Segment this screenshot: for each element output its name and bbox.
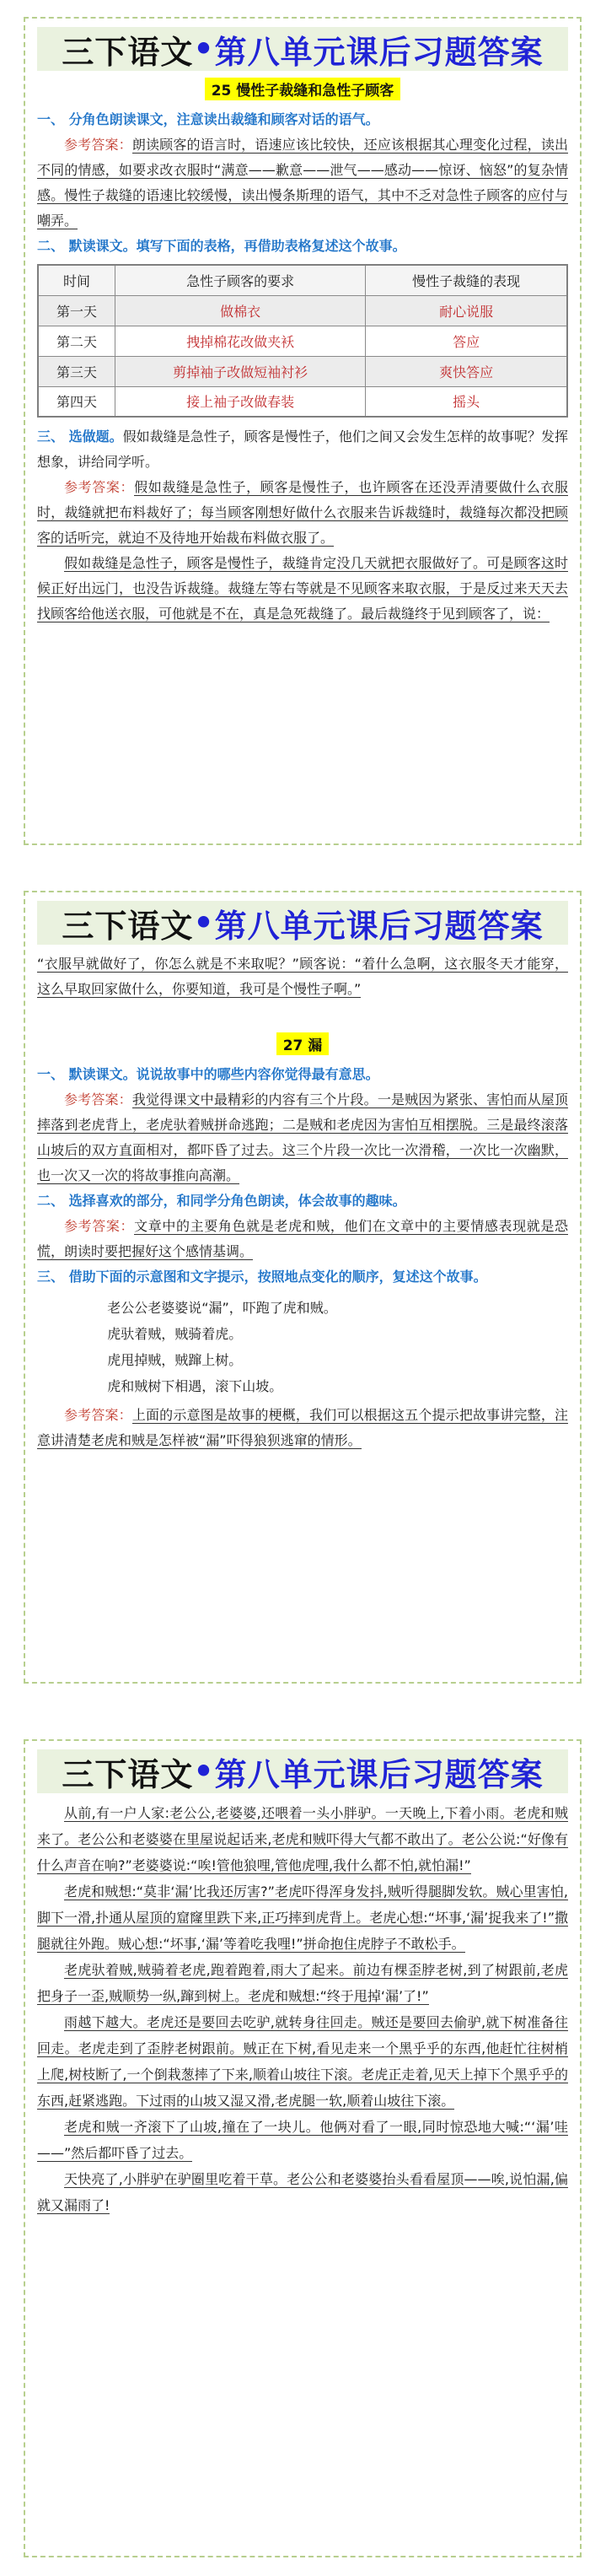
story-outline bbox=[37, 1295, 568, 1399]
paragraph-text: 从前,有一户人家:老公公,老婆婆,还喂着一头小胖驴。一天晚上,下着小雨。老虎和贼来了。老公公和老婆婆在里屋说起话来,老虎和贼吓得大气都不敢出了。老公公说:“好像有什么声音在响?”老婆婆说:“唉!管他狼哩,管他虎哩,我什么都不怕,就怕漏!” bbox=[37, 1805, 568, 1873]
banner-subject: 三下语文 bbox=[62, 1755, 194, 1793]
table-cell-response: 摇头 bbox=[366, 386, 567, 417]
answer-text: 假如裁缝是急性子，顾客是慢性子，裁缝肯定没几天就把衣服做好了。可是顾客这时候正好出远门，也没告诉裁缝。裁缝左等右等就是不见顾客来取衣服，于是反过来天天去找顾客给他送衣服，可他就是不在，真是急死裁缝了。最后裁缝终于见到顾客了，说： bbox=[37, 555, 568, 622]
page-banner bbox=[37, 27, 568, 71]
answer-label: 参考答案： bbox=[64, 1091, 132, 1107]
table-header: 急性子顾客的要求 bbox=[115, 265, 365, 295]
answer-text: 文章中的主要角色就是老虎和贼，他们在文章中的主要情感表现就是恐慌，朗读时要把握好这个感情基调。 bbox=[37, 1218, 568, 1259]
story-line: 老公公老婆婆说“漏”，吓跑了虎和贼。 bbox=[107, 1300, 337, 1316]
answer-card-1 bbox=[24, 17, 582, 845]
answer-card-3 bbox=[24, 1739, 582, 2557]
question-3-head: 三、 选做题。 bbox=[37, 428, 123, 445]
story-paragraph bbox=[37, 2009, 568, 2114]
answer-3-continued bbox=[37, 551, 568, 627]
table-row bbox=[38, 356, 567, 386]
table-cell-request: 接上袖子改做春装 bbox=[115, 386, 365, 417]
answer-1 bbox=[37, 1087, 568, 1188]
table-header-row bbox=[38, 265, 567, 295]
answer-text: “衣服早就做好了，你怎么就是不来取呢？”顾客说：“着什么急啊，这衣服冬天才能穿，这么早取回家做什么，你要知道，我可是个慢性子啊。” bbox=[37, 956, 568, 997]
paragraph-text: 老虎和贼一齐滚下了山坡,撞在了一块儿。他俩对看了一眼,同时惊恐地大喊:“‘漏’哇——”然后都吓昏了过去。 bbox=[37, 2119, 568, 2161]
table-cell-request: 拽掉棉花改做夹袄 bbox=[115, 326, 365, 356]
table-row bbox=[38, 295, 567, 326]
answer-card-2 bbox=[24, 891, 582, 1684]
question-2: 二、 默读课文。填写下面的表格，再借助表格复述这个故事。 bbox=[37, 238, 406, 254]
table-row bbox=[38, 386, 567, 417]
lesson-title-27: 27 漏 bbox=[276, 1032, 330, 1055]
answer-3 bbox=[37, 1403, 568, 1453]
table-header: 时间 bbox=[38, 265, 115, 295]
table-cell-day: 第一天 bbox=[38, 295, 115, 326]
table-header: 慢性子裁缝的表现 bbox=[366, 265, 567, 295]
banner-unit-title: 第八单元课后习题答案 bbox=[214, 1755, 544, 1793]
answer-1 bbox=[37, 132, 568, 234]
answer-text: 假如裁缝是急性子，顾客是慢性子，也许顾客在还没弄清要做什么衣服时，裁缝就把布料裁好了；每当顾客刚想好做什么衣服来告诉裁缝时，裁缝每次都没把顾客的话听完，就迫不及待地开始裁布料做衣服了。 bbox=[37, 479, 568, 546]
table-cell-response: 爽快答应 bbox=[366, 356, 567, 386]
banner-dot: • bbox=[193, 30, 215, 67]
banner-unit-title: 第八单元课后习题答案 bbox=[214, 33, 544, 71]
table-cell-day: 第二天 bbox=[38, 326, 115, 356]
answer-label: 参考答案： bbox=[64, 1407, 132, 1423]
banner-subject: 三下语文 bbox=[62, 33, 194, 71]
banner-dot: • bbox=[193, 904, 215, 941]
answer-table bbox=[37, 264, 568, 418]
story-paragraph bbox=[37, 2114, 568, 2166]
answer-label: 参考答案： bbox=[64, 137, 132, 153]
question-1: 一、 默读课文。说说故事中的哪些内容你觉得最有意思。 bbox=[37, 1066, 379, 1082]
question-1: 一、 分角色朗读课文，注意读出裁缝和顾客对话的语气。 bbox=[37, 111, 379, 127]
table-cell-response: 答应 bbox=[366, 326, 567, 356]
paragraph-text: 老虎和贼想:“莫非‘漏’比我还厉害?”老虎吓得浑身发抖,贼听得腿脚发软。贼心里害怕,脚下一滑,扑通从屋顶的窟窿里跌下来,正巧摔到虎背上。老虎心想:“坏事,‘漏’捉我来了!”撒腿就往外跑。贼心想:“坏事,‘漏’等着吃我哩!”拼命抱住虎脖子不敢松手。 bbox=[37, 1883, 568, 1952]
paragraph-text: 雨越下越大。老虎还是要回去吃驴,就转身往回走。贼还是要回去偷驴,就下树准备往回走。老虎走到了歪脖老树跟前。贼正在下树,看见走来一个黑乎乎的东西,他赶忙往树梢上爬,树枝断了,一个倒栽葱摔了下来,顺着山坡往下滚。老虎正走着,见天上掉下个黑乎乎的东西,赶紧逃跑。下过雨的山坡又湿又滑,老虎腿一软,顺着山坡往下滚。 bbox=[37, 2014, 568, 2109]
question-2: 二、 选择喜欢的部分，和同学分角色朗读，体会故事的趣味。 bbox=[37, 1193, 406, 1209]
answer-label: 参考答案： bbox=[64, 1218, 135, 1234]
page-banner bbox=[37, 1749, 568, 1793]
table-cell-response: 耐心说服 bbox=[366, 295, 567, 326]
paragraph-text: 老虎驮着贼,贼骑着老虎,跑着跑着,雨大了起来。前边有棵歪脖老树,到了树跟前,老虎把身子一歪,贼顺势一纵,蹿到树上。老虎和贼想:“终于甩掉‘漏’了!” bbox=[37, 1962, 568, 2004]
answer-text: 上面的示意图是故事的梗概，我们可以根据这五个提示把故事讲完整，注意讲清楚老虎和贼是怎样被“漏”吓得狼狈逃窜的情形。 bbox=[37, 1407, 568, 1448]
story-line: 虎甩掉贼，贼蹿上树。 bbox=[107, 1352, 243, 1368]
story-paragraph bbox=[37, 1878, 568, 1957]
story-paragraph bbox=[37, 2166, 568, 2218]
lesson-title-25: 25 慢性子裁缝和急性子顾客 bbox=[205, 78, 401, 100]
table-row bbox=[38, 326, 567, 356]
answer-2 bbox=[37, 1214, 568, 1264]
table-cell-day: 第三天 bbox=[38, 356, 115, 386]
answer-continued bbox=[37, 951, 568, 1002]
question-3: 三、 借助下面的示意图和文字提示，按照地点变化的顺序，复述这个故事。 bbox=[37, 1269, 487, 1285]
question-3 bbox=[37, 424, 568, 475]
page-banner bbox=[37, 901, 568, 945]
table-cell-request: 剪掉袖子改做短袖衬衫 bbox=[115, 356, 365, 386]
answer-3 bbox=[37, 475, 568, 551]
banner-unit-title: 第八单元课后习题答案 bbox=[214, 907, 544, 945]
story-paragraph bbox=[37, 1957, 568, 2009]
banner-subject: 三下语文 bbox=[62, 907, 194, 945]
story-line: 虎和贼树下相遇，滚下山坡。 bbox=[107, 1378, 283, 1394]
paragraph-text: 天快亮了,小胖驴在驴圈里吃着干草。老公公和老婆婆抬头看看屋顶——唉,说怕漏,偏就又漏雨了! bbox=[37, 2171, 568, 2213]
table-cell-day: 第四天 bbox=[38, 386, 115, 417]
story-line: 虎驮着贼，贼骑着虎。 bbox=[107, 1326, 243, 1342]
answer-text: 我觉得课文中最精彩的内容有三个片段。一是贼因为紧张、害怕而从屋顶摔落到老虎背上，老虎驮着贼拼命逃跑；二是贼和老虎因为害怕互相摆脱。三是最终滚落山坡后的双方直面相对，都吓昏了过去。这三个片段一次比一次滑稽，一次比一次幽默，也一次又一次的将故事推向高潮。 bbox=[37, 1091, 568, 1183]
story-paragraph bbox=[37, 1800, 568, 1878]
answer-text: 朗读顾客的语言时，语速应该比较快，还应该根据其心理变化过程，读出不同的情感，如要求改衣服时“满意——歉意——泄气——感动——惊讶、恼怒”的复杂情感。慢性子裁缝的语速比较缓慢，读出慢条斯理的语气，其中不乏对急性子顾客的应付与嘲弄。 bbox=[37, 137, 568, 229]
table-cell-request: 做棉衣 bbox=[115, 295, 365, 326]
banner-dot: • bbox=[193, 1753, 215, 1790]
answer-label: 参考答案： bbox=[64, 479, 135, 495]
question-3-text: 假如裁缝是急性子，顾客是慢性子，他们之间又会发生怎样的故事呢？发挥想象，讲给同学听。 bbox=[37, 428, 568, 470]
